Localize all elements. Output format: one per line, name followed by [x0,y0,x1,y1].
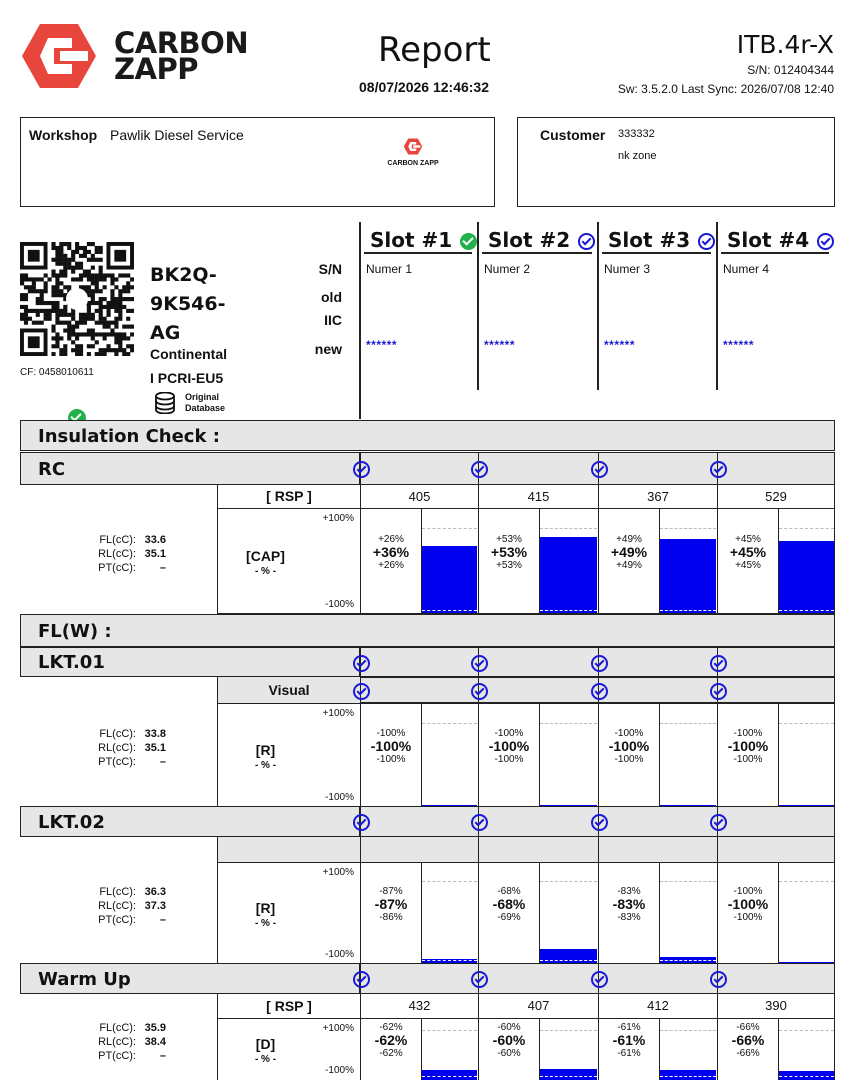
rc-slot-1-cell [360,508,478,614]
blue-check-icon [471,461,488,478]
warmup-slot-1-cell [360,1018,478,1080]
green-check-icon [460,233,477,250]
cf-code: CF: 0458010611 [20,367,94,378]
warmup-rsp-4: 390 [717,994,835,1018]
warmup-slot-2-bar [539,1019,597,1080]
blue-check-icon [591,814,608,831]
rc-measurements: FL(cC): 33.6 RL(cC): 35.1 PT(cC): – [98,534,166,574]
warmup-rsp-3: 412 [598,994,717,1018]
device-model: ITB.4r-X [736,30,834,59]
workshop-box [20,117,495,207]
pct-bottom: -100% [376,754,406,765]
rc-bar: RC [20,452,360,485]
pct-bottom: -62% [379,1048,403,1059]
rc-slot-4-bar [778,509,834,615]
pct-value: +45% [729,544,767,560]
blue-check-icon [578,233,595,250]
rc-slot-3-cell [598,508,717,614]
rc-check-slot-2 [478,452,598,485]
pct-top: +53% [496,534,522,545]
warmup-check-slot-3 [598,963,717,994]
blue-check-icon [591,655,608,672]
rc-rsp-2: 415 [478,485,598,508]
blue-check-icon [710,655,727,672]
blue-check-icon [591,683,608,700]
lkt02-slot-1-cell [360,862,478,964]
workshop-name: Pawlik Diesel Service [110,127,244,143]
warmup-check-slot-2 [478,963,598,994]
pct-bottom: -100% [614,754,644,765]
blue-check-icon [353,683,370,700]
lkt02-slot-3-cell [598,862,717,964]
warmup-slot-1-bar [421,1019,477,1080]
blue-check-icon [353,655,370,672]
pct-value: -68% [492,896,526,912]
pct-value: -61% [612,1032,646,1048]
customer-zone: nk zone [618,150,657,162]
lkt02-header [217,837,360,862]
lkt01-check-slot-2 [478,647,598,677]
pct-top: +49% [616,534,642,545]
warmup-check-slot-4 [717,963,835,994]
pct-top: -100% [494,728,524,739]
pct-top: -100% [733,728,763,739]
lkt01-visual-header: Visual [217,677,360,703]
blue-check-icon [710,971,727,988]
lkt02-check-slot-3 [598,806,717,837]
pct-top: -62% [379,1022,403,1033]
lkt02-slot-2-cell [478,862,598,964]
slot-2-title: Slot #2 [488,228,595,252]
lkt01-measurements: FL(cC): 33.8 RL(cC): 35.1 PT(cC): – [98,728,166,768]
pct-top: -100% [614,728,644,739]
lkt02-rsp-3 [598,837,717,862]
pct-top: -60% [497,1022,521,1033]
rc-rsp-1: 405 [360,485,478,508]
blue-check-icon [817,233,834,250]
brand-logo [20,22,98,90]
insulation-check-bar: Insulation Check : [20,420,835,451]
blue-check-icon [710,814,727,831]
warmup-measurements: FL(cC): 35.9 RL(cC): 38.4 PT(cC): – [98,1022,166,1062]
blue-check-icon [710,683,727,700]
lkt02-unit-cell: [R] - % - +100% -100% [217,862,360,964]
workshop-label: Workshop [29,127,98,143]
blue-check-icon [471,683,488,700]
pct-value: -100% [727,738,769,754]
blue-check-icon [710,461,727,478]
injector-maker: Continental [150,346,227,362]
lkt02-check-slot-1 [360,806,478,837]
pct-value: -83% [612,896,646,912]
pct-top: +45% [735,534,761,545]
warmup-rsp-1: 432 [360,994,478,1018]
lkt01-slot-3-cell [598,703,717,807]
customer-label: Customer [540,127,606,143]
lkt02-rsp-4 [717,837,835,862]
lkt01-visual-slot-3 [598,677,717,703]
pct-bottom: -61% [617,1048,641,1059]
slot-1-numer: Numer 1 [366,262,413,276]
flw-bar: FL(W) : [20,614,835,647]
report-datetime: 08/07/2026 12:46:32 [359,79,489,95]
warmup-unit-cell: [D] - % - +100% -100% [217,1018,360,1080]
pct-value: -100% [727,896,769,912]
lkt02-check-slot-2 [478,806,598,837]
blue-check-icon [353,971,370,988]
blue-check-icon [471,971,488,988]
pct-value: -100% [608,738,650,754]
slot-4-numer: Numer 4 [723,262,770,276]
pct-value: +53% [490,544,528,560]
pct-bottom: +45% [735,560,761,571]
rc-slot-4-cell [717,508,835,614]
warmup-slot-4-cell [717,1018,835,1080]
pct-bottom: -60% [497,1048,521,1059]
slot-2-numer: Numer 2 [484,262,531,276]
pct-top: -66% [736,1022,760,1033]
rc-check-slot-3 [598,452,717,485]
device-serial: S/N: 012404344 [747,63,834,77]
warmup-slot-4-bar [778,1019,834,1080]
slot-3-numer: Numer 3 [604,262,651,276]
warmup-slot-2-cell [478,1018,598,1080]
lkt02-slot-4-bar [778,863,834,965]
slot-4-new-sn: ****** [723,338,755,352]
sn-labels: S/N old IIC new [314,261,342,357]
blue-check-icon [471,814,488,831]
injector-code: BK2Q- 9K546- AG [150,264,226,344]
lkt01-check-slot-4 [717,647,835,677]
lkt01-bar: LKT.01 [20,647,360,677]
rc-check-slot-1 [360,452,478,485]
rc-rsp-4: 529 [717,485,835,508]
lkt02-check-slot-4 [717,806,835,837]
pct-bottom: +53% [496,560,522,571]
pct-top: -100% [376,728,406,739]
warmup-slot-3-bar [659,1019,716,1080]
pct-value: -87% [374,896,408,912]
warmup-rsp-2: 407 [478,994,598,1018]
rc-slot-1-bar [421,509,477,615]
slot-2-new-sn: ****** [484,338,516,352]
pct-value: -66% [731,1032,765,1048]
brand-name: CARBON ZAPP [114,26,249,86]
lkt01-visual-slot-4 [717,677,835,703]
rc-unit-cell: [CAP] - % - +100% -100% [217,508,360,614]
database-icon [153,392,177,414]
pct-value: -60% [492,1032,526,1048]
qr-code [20,242,134,356]
device-sw: Sw: 3.5.2.0 Last Sync: 2026/07/08 12:40 [617,82,834,96]
blue-check-icon [591,971,608,988]
pct-bottom: -100% [733,754,763,765]
rc-header: [ RSP ] [217,485,360,508]
injector-system: I PCRI-EU5 [150,370,224,386]
pct-value: -100% [488,738,530,754]
slot-3-title: Slot #3 [608,228,715,252]
pct-bottom: -69% [497,912,521,923]
pct-top: -68% [497,886,521,897]
lkt01-slot-1-bar [421,704,477,808]
slot-3-new-sn: ****** [604,338,636,352]
lkt02-slot-4-cell [717,862,835,964]
lkt01-visual-slot-2 [478,677,598,703]
warmup-header: [ RSP ] [217,994,360,1018]
lkt01-check-slot-3 [598,647,717,677]
pct-top: -83% [617,886,641,897]
pct-value: -100% [370,738,412,754]
blue-check-icon [591,461,608,478]
pct-bottom: -66% [736,1048,760,1059]
blue-check-icon [698,233,715,250]
pct-bottom: -100% [494,754,524,765]
lkt01-visual-slot-1 [360,677,478,703]
pct-value: +49% [610,544,648,560]
pct-top: -61% [617,1022,641,1033]
customer-box [517,117,835,207]
blue-check-icon [353,461,370,478]
lkt01-check-slot-1 [360,647,478,677]
lkt02-slot-1-bar [421,863,477,965]
rc-rsp-3: 367 [598,485,717,508]
warmup-check-slot-1 [360,963,478,994]
lkt01-unit-cell: [R] - % - +100% -100% [217,703,360,807]
pct-bottom: -86% [379,912,403,923]
lkt02-bar: LKT.02 [20,806,360,837]
lkt02-rsp-1 [360,837,478,862]
lkt01-slot-1-cell [360,703,478,807]
pct-bottom: -100% [733,912,763,923]
lkt01-slot-3-bar [659,704,716,808]
rc-slot-2-cell [478,508,598,614]
rc-slot-3-bar [659,509,716,615]
lkt02-slot-3-bar [659,863,716,965]
rc-check-slot-4 [717,452,835,485]
pct-bottom: +26% [378,560,404,571]
pct-top: -100% [733,886,763,897]
customer-id: 333332 [618,128,655,140]
report-title: Report [378,30,491,70]
warmup-slot-3-cell [598,1018,717,1080]
lkt02-slot-2-bar [539,863,597,965]
lkt01-slot-2-bar [539,704,597,808]
blue-check-icon [353,814,370,831]
slot-4-title: Slot #4 [727,228,834,252]
pct-value: -62% [374,1032,408,1048]
pct-bottom: +49% [616,560,642,571]
rc-slot-2-bar [539,509,597,615]
lkt01-slot-2-cell [478,703,598,807]
blue-check-icon [471,655,488,672]
warmup-bar: Warm Up [20,963,360,994]
slot-1-title: Slot #1 [370,228,477,252]
pct-top: +26% [378,534,404,545]
pct-value: +36% [372,544,410,560]
workshop-logo: CARBON ZAPP [385,138,441,167]
slot-1-new-sn: ****** [366,338,398,352]
lkt01-slot-4-bar [778,704,834,808]
small-logo-icon [403,138,423,155]
lkt02-rsp-2 [478,837,598,862]
pct-top: -87% [379,886,403,897]
lkt02-measurements: FL(cC): 36.3 RL(cC): 37.3 PT(cC): – [98,886,166,926]
pct-bottom: -83% [617,912,641,923]
lkt01-slot-4-cell [717,703,835,807]
